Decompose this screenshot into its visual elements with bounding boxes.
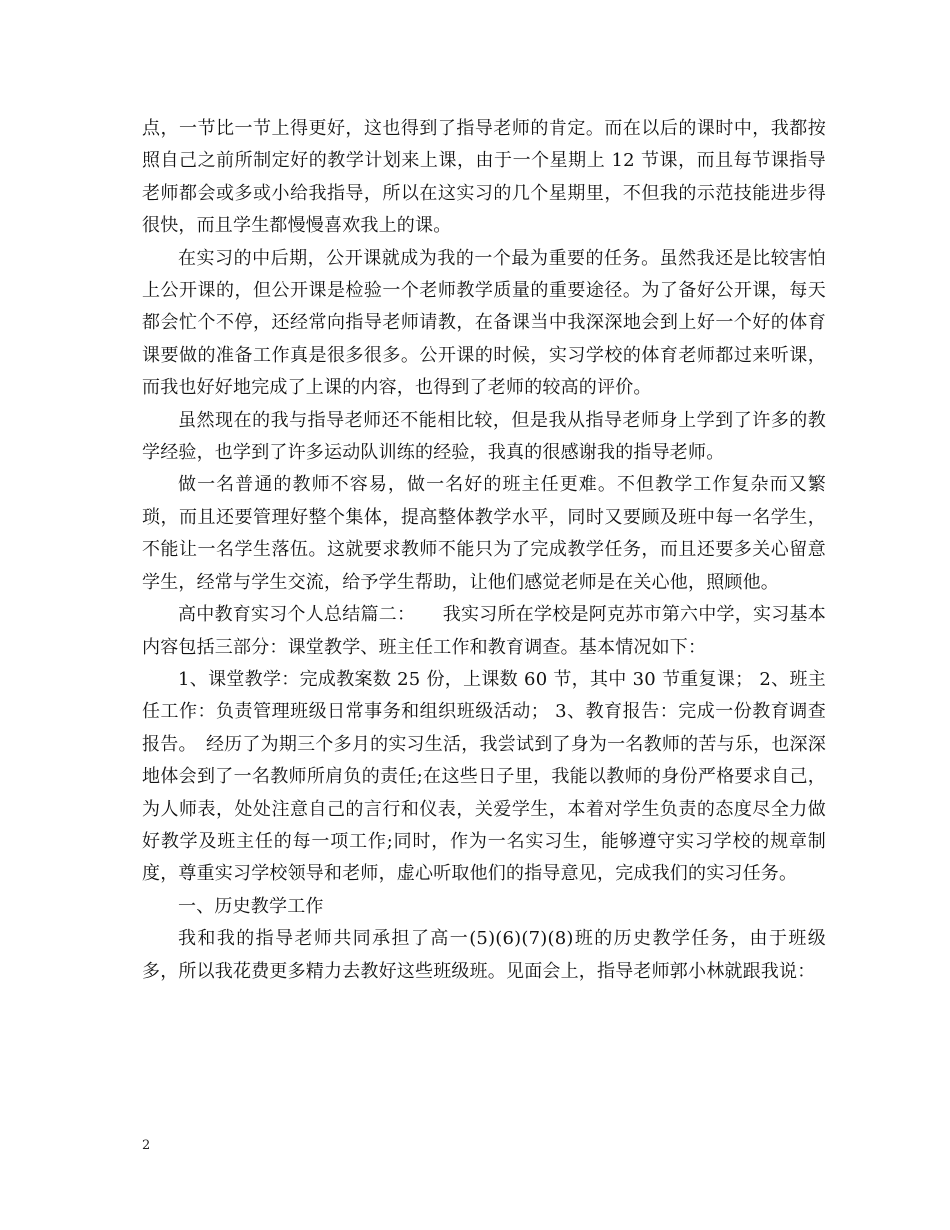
paragraph-7: 我和我的指导老师共同承担了高一(5)(6)(7)(8)班的历史教学任务，由于班级多，所以我花费更多精力去教好这些班级班。见面会上，指导老师郭小林就跟我说： <box>142 928 826 982</box>
paragraph-4: 做一名普通的教师不容易，做一名好的班主任更难。不但教学工作复杂而又繁琐，而且还要管理好整个集体，提高整体教学水平，同时又要顾及班中每一名学生，不能让一名学生落伍。这就要求教师不能只为了完成教学任务，而且还要多关心留意学生，经常与学生交流，给予学生帮助，让他们感觉老师是在关心他，照顾他。 <box>142 474 826 593</box>
paragraph-5: 高中教育实习个人总结篇二： 我实习所在学校是阿克苏市第六中学，实习基本内容包括三部分：课堂教学、班主任工作和教育调查。基本情况如下： <box>142 604 826 658</box>
page-number: 2 <box>142 1138 151 1153</box>
section-heading: 一、历史教学工作 <box>178 895 324 917</box>
paragraph-2: 在实习的中后期，公开课就成为我的一个最为重要的任务。虽然我还是比较害怕上公开课的，但公开课是检验一个老师教学质量的重要途径。为了备好公开课，每天都会忙个不停，还经常向指导老师请教，在备课当中我深深地会到上好一个好的体育课要做的准备工作真是很多很多。公开课的时候，实习学校的体育老师都过来听课，而我也好好地完成了上课的内容，也得到了老师的较高的评价。 <box>142 247 826 399</box>
paragraph-1: 点，一节比一节上得更好，这也得到了指导老师的肯定。而在以后的课时中，我都按照自己之前所制定好的教学计划来上课，由于一个星期上 12 节课，而且每节课指导老师都会或多或小给我指导，所以在这实习的几个星期里，不但我的示范技能进步得很快，而且学生都慢慢喜欢我上的课。 <box>142 118 826 237</box>
paragraph-3: 虽然现在的我与指导老师还不能相比较，但是我从指导老师身上学到了许多的教学经验，也学到了许多运动队训练的经验，我真的很感谢我的指导老师。 <box>142 409 826 464</box>
document-body <box>142 113 826 988</box>
paragraph-6: 1、课堂教学：完成教案数 25 份，上课数 60 节，其中 30 节重复课； 2、班主任工作：负责管理班级日常事务和组织班级活动； 3、教育报告：完成一份教育调查报告。 经历了为期三个多月的实习生活，我尝试到了身为一名教师的苦与乐，也深深地体会到了一名教师所肩负的责任;在这些日子里，我能以教师的身份严格要求自己，为人师表，处处注意自己的言行和仪表，关爱学生，本着对学生负责的态度尽全力做好教学及班主任的每一项工作;同时，作为一名实习生，能够遵守实习学校的规章制度，尊重实习学校领导和老师，虚心听取他们的指导意见，完成我们的实习任务。 <box>142 668 826 885</box>
